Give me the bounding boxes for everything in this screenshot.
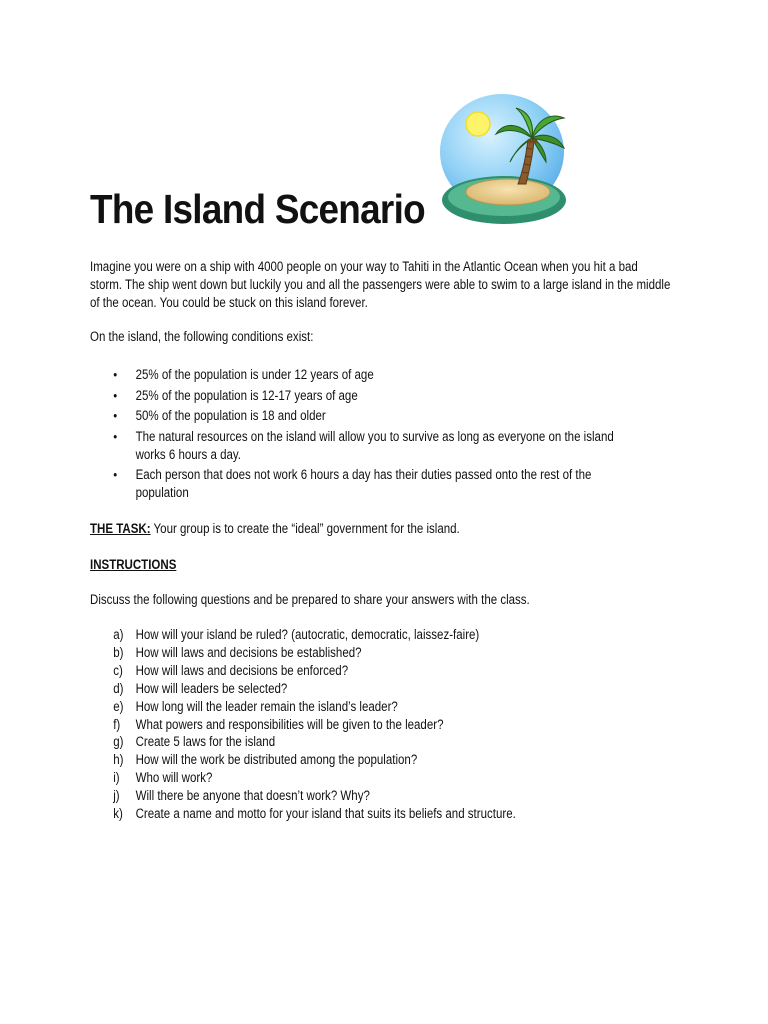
list-item <box>90 626 640 644</box>
bullet-icon: • <box>113 408 118 423</box>
list-item-text: 50% of the population is 18 and older <box>135 408 326 423</box>
list-item <box>90 751 640 769</box>
list-marker: f) <box>113 716 121 732</box>
question-text: How will your island be ruled? (autocratic, democratic, laissez-faire) <box>135 627 480 642</box>
question-text: How will the work be distributed among the population? <box>135 752 418 768</box>
question-text: Will there be anyone that doesn’t work? Why? <box>135 788 370 804</box>
bullet-icon: • <box>113 367 118 382</box>
list-marker: j) <box>113 788 120 804</box>
list-marker: g) <box>113 734 124 750</box>
conditions-list <box>90 366 640 505</box>
task-text: Your group is to create the “ideal” government for the island. <box>150 521 460 536</box>
list-marker: d) <box>113 680 124 696</box>
list-item <box>90 769 640 787</box>
bullet-icon: • <box>113 467 118 482</box>
list-item <box>90 698 640 716</box>
list-item-text: Each person that does not work 6 hours a day has their duties passed onto the rest of the population <box>135 467 592 500</box>
list-item <box>90 428 640 464</box>
instructions-heading: INSTRUCTIONS <box>90 557 177 572</box>
list-item <box>90 787 640 805</box>
list-item <box>90 733 640 751</box>
list-marker: b) <box>113 644 124 660</box>
intro-paragraph: Imagine you were on a ship with 4000 people on your way to Tahiti in the Atlantic Ocean when you hit a bad storm. The ship went down but luckily you and all the passengers were able to swim to a large island in the middle of the ocean. You could be stuck on this island forever. <box>90 259 671 310</box>
task-label: THE TASK: <box>90 521 151 536</box>
question-text: How will laws and decisions be enforced? <box>135 662 349 678</box>
list-item-text: 25% of the population is under 12 years of age <box>135 367 374 382</box>
discuss-paragraph: Discuss the following questions and be prepared to share your answers with the class. <box>90 592 530 607</box>
palm-island-icon <box>440 92 568 228</box>
question-text: What powers and responsibilities will be given to the leader? <box>135 716 444 732</box>
list-marker: i) <box>113 770 120 786</box>
list-item <box>90 805 640 823</box>
question-text: How will laws and decisions be established? <box>135 644 362 660</box>
list-item <box>90 366 640 384</box>
page-title: The Island Scenario <box>90 186 425 232</box>
list-item <box>90 662 640 680</box>
list-item-text: The natural resources on the island will allow you to survive as long as everyone on the island works 6 hours a day. <box>135 428 614 462</box>
question-text: How long will the leader remain the island’s leader? <box>135 698 398 714</box>
list-item <box>90 680 640 698</box>
list-item <box>90 407 640 425</box>
task-statement <box>90 520 640 538</box>
list-item <box>90 387 640 405</box>
list-item-text: 25% of the population is 12-17 years of age <box>135 387 358 403</box>
list-marker: e) <box>113 698 124 714</box>
question-text: How will leaders be selected? <box>135 680 288 696</box>
list-marker: k) <box>113 806 123 822</box>
question-text: Who will work? <box>135 770 213 786</box>
list-item <box>90 644 640 662</box>
list-marker: c) <box>113 662 123 678</box>
question-text: Create 5 laws for the island <box>135 734 276 750</box>
question-text: Create a name and motto for your island that suits its beliefs and structure. <box>135 806 516 822</box>
bullet-icon: • <box>113 428 118 444</box>
list-marker: h) <box>113 752 124 768</box>
list-item <box>90 716 640 734</box>
bullet-icon: • <box>113 387 118 403</box>
conditions-intro: On the island, the following conditions exist: <box>90 329 314 344</box>
list-item <box>90 466 640 502</box>
questions-list <box>90 626 640 823</box>
list-marker: a) <box>113 627 124 642</box>
